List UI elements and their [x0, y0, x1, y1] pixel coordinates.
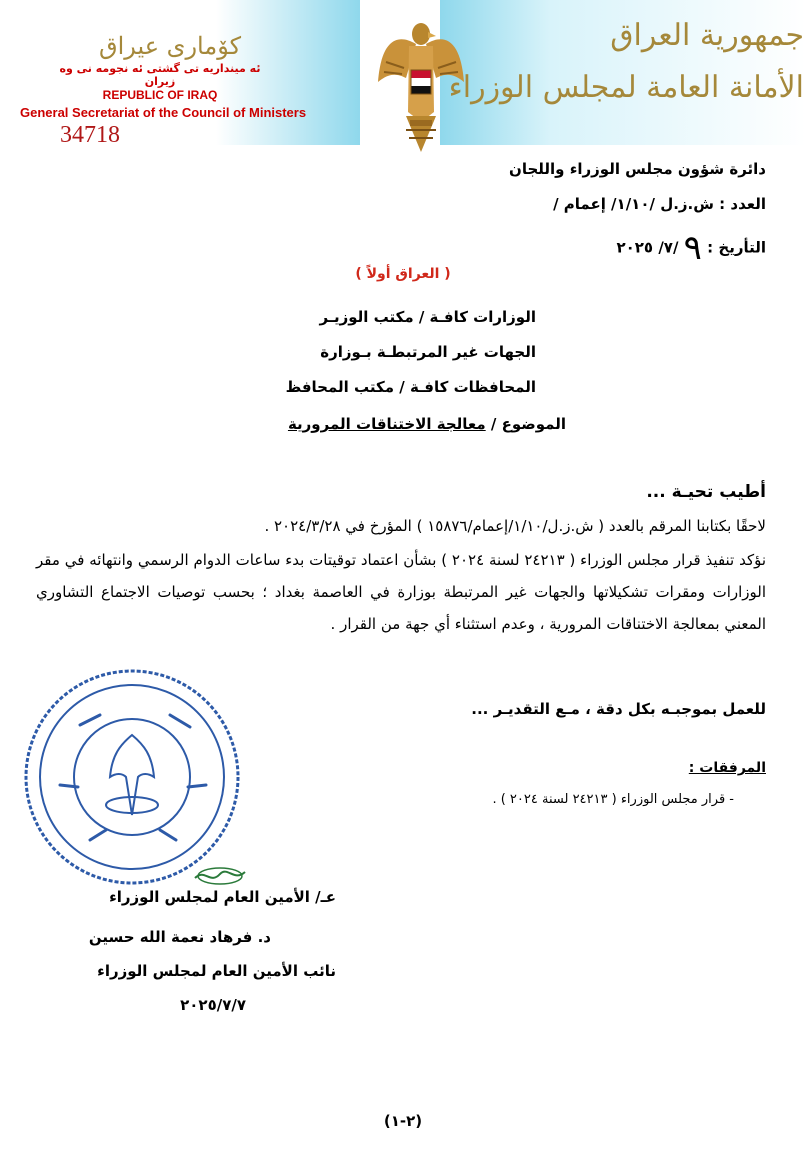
document-date [616, 228, 766, 268]
english-secretariat: General Secretariat of the Council of Ministers [20, 105, 307, 120]
official-stamp-icon [20, 665, 245, 890]
subject-text: معالجة الاختناقات المرورية [287, 415, 486, 433]
attachments-title: المرفقات : [688, 760, 766, 776]
attachment-item: - قرار مجلس الوزراء ( ٢٤٢١٣ لسنة ٢٠٢٤ ) . [492, 792, 734, 807]
reference-number: العدد : ش.ز.ل /١/١٠/ إعمام / [553, 195, 766, 213]
recipient-line: المحافظات كافـة / مكتب المحافظ [285, 378, 536, 396]
kurdish-subtitle: ئه مینداریه تی گشتی ئه نجومه نی وه زیران [59, 62, 261, 88]
date-label: التأريخ : [707, 238, 766, 257]
subject-label: الموضوع / [485, 415, 566, 433]
recipient-line: الجهات غير المرتبطـة بـوزارة [320, 343, 536, 361]
date-day: ٩ [683, 228, 702, 268]
arabic-letterhead-secretariat: الأمانة العامة لمجلس الوزراء [448, 70, 804, 105]
page-number: (٢-١) [383, 1112, 423, 1130]
paragraph-reference: لاحقًا بكتابنا المرقم بالعدد ( ش.ز.ل/١/١٠/إعمام/١٥٨٧٦ ) المؤرخ في ٢٠٢٤/٣/٢٨ . [264, 517, 766, 535]
greeting: أطيب تحيـة ... [646, 482, 766, 502]
motto: ( العراق أولاً ) [355, 266, 451, 282]
signature-date: ٢٠٢٥/٧/٧ [180, 996, 246, 1014]
department-name: دائرة شؤون مجلس الوزراء واللجان [509, 160, 766, 178]
signature-title: عـ/ الأمين العام لمجلس الوزراء [109, 888, 336, 906]
subject-line [288, 415, 566, 433]
date-month-year: /٧/ ٢٠٢٥ [616, 238, 679, 257]
english-republic: REPUBLIC OF IRAQ [102, 88, 218, 102]
arabic-letterhead-republic: جمهورية العراق [610, 18, 804, 53]
recipient-line: الوزارات كافـة / مكتب الوزيـر [319, 308, 536, 326]
stamp-number: 34718 [60, 122, 120, 148]
kurdish-title: کۆماری عیراق [98, 32, 242, 60]
handwritten-signature-icon [190, 860, 250, 890]
signatory-position: نائب الأمين العام لمجلس الوزراء [97, 962, 336, 980]
paragraph-main: نؤكد تنفيذ قرار مجلس الوزراء ( ٢٤٢١٣ لسنة ٢٠٢٤ ) بشأن اعتماد توقيتات بدء ساعات الدوام الرسمي وانتهائه في مقر الوزارات ومقرات تشكيلاتها والجهات غير المرتبطة بوزارة في العاصمة بغداد ؛ بحسب توصيات الاجتماع التشاوري المعني بمعالجة الاختناقات المرورية ، وعدم استثناء أي جهة من القرار . [36, 551, 767, 633]
closing-line: للعمل بموجبـه بكل دقة ، مـع التقديـر ... [471, 700, 766, 718]
signatory-name: د. فرهاد نعمة الله حسين [88, 928, 271, 946]
